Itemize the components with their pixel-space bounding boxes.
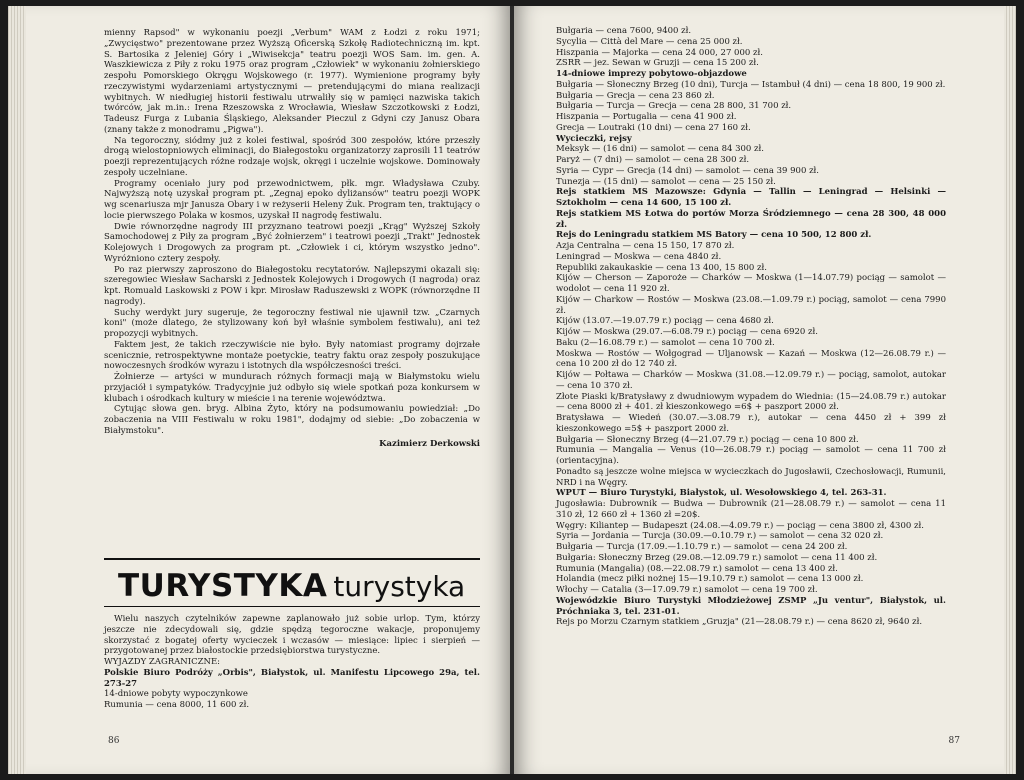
offer-line: Tunezja — (15 dni) — samolot — cena — 25 150 zł. — [556, 176, 776, 187]
section-title-lower: turystyka — [333, 570, 466, 603]
offer-line: Bułgaria — Turcja (17.09.—1.10.79 r.) — samolot — cena 24 200 zł. — [556, 542, 848, 552]
intro-paragraph: Wielu naszych czytelników zapewne zaplanowało już sobie urlop. Tym, którzy jeszcze nie zdecydowali się, gdzie spędzą tegoroczne wakacje, proponujemy skorzystać z bogatej oferty wycieczek i wczasów — miesiące: lipiec i sierpień — przygotowanej przez białostockie przedsiębiorstwa turystyczne. — [104, 614, 480, 657]
page-edges-left — [8, 6, 26, 774]
page-edges-right — [1004, 6, 1016, 774]
right-page — [514, 6, 1016, 774]
offer-line: Bratysława — Wiedeń (30.07.—3.08.79 r.), autokar — cena 4450 zł + 399 zł kieszonkowego =5$ + paszport 2000 zł. — [556, 413, 946, 434]
offer-line: Hiszpania — Majorka — cena 24 000, 27 000 zł. — [556, 47, 763, 58]
offer-line: Syria — Cypr — Grecja (14 dni) — samolot — cena 39 900 zł. — [556, 165, 820, 176]
article-paragraph: Faktem jest, że takich rzeczywiście nie było. Były natomiast programy dojrzałe scenicznie, retrospektywne montaże poetyckie, teatry faktu oraz zespoły poszukujące nowoczesnych środków wyrazu i istotnych dla współczesności treści. — [104, 339, 480, 372]
offer-line: Grecja — Loutraki (10 dni) — cena 27 160 zł. — [556, 122, 751, 133]
offers-list — [556, 26, 946, 628]
offer-line: Rumunia (Mangalia) (08.—22.08.79 r.) samolot — cena 13 400 zł. — [556, 563, 838, 574]
offer-line: Moskwa — Rostów — Wołgograd — Uljanowsk — Kazań — Moskwa (12—26.08.79 r.) — cena 10 200 zł do 12 740 zł. — [556, 348, 946, 370]
article-paragraph: Żołnierze — artyści w mundurach różnych formacji mają w Białymstoku wielu przyjaciół i sympatyków. Tradycyjnie już odbyło się wiele spotkań poza konkursem w klubach i ośrodkach kultury w mieście i na terenie województwa. — [104, 372, 480, 404]
stays-heading: 14-dniowe pobyty wypoczynkowe — [104, 689, 248, 700]
article-paragraph: Po raz pierwszy zaproszono do Białegostoku recytatorów. Najlepszymi okazali się: szeregowiec Wiesław Sacharski z Jednostek Kolejowych i Drogowych (I nagroda) oraz kpt. Romuald Laskowski z POW i kpr. Mirosław Raduszewski z WOPK (równorzędne II nagrody). — [104, 264, 480, 307]
offer-line: Złote Piaski k/Bratysławy z dwudniowym wypadem do Wiednia: (15—24.08.79 r.) autokar — cena 8000 zł + 401. zł kieszonkowego =6$ + paszport 2000 zł. — [556, 391, 946, 413]
offer-line: Sycylia — Città del Mare — cena 25 000 zł. — [556, 36, 743, 47]
tourism-intro — [104, 614, 480, 711]
offer-line: Rumunia — Mangalia — Venus (10—26.08.79 r.) pociąg — samolot — cena 11 700 zł (orientacyjna). — [556, 445, 946, 466]
offer-line: Kijów — Charkow — Rostów — Moskwa (23.08.—1.09.79 r.) pociąg, samolot — cena 7990 zł. — [556, 294, 946, 316]
left-page — [8, 6, 510, 774]
offer-line: Włochy — Catalia (3—17.09.79 r.) samolot — cena 19 700 zł. — [556, 585, 818, 595]
offer-line: Kijów — Cherson — Zaporoże — Charków — Moskwa (1—14.07.79) pociąg — samolot — wodolot — cena 11 920 zł. — [556, 273, 946, 294]
article-paragraph: Na tegoroczny, siódmy już z kolei festiwal, spośród 300 zespołów, które przeszły drogą wielostopniowych eliminacji, do Białegostoku organizatorzy zaprosili 11 teatrów poezji reprezentujących różne rodzaje wojsk, okręgi i uczelnie wojskowe. Dominowały zespoły uczelniane. — [104, 135, 480, 178]
offer-line: 14-dniowe imprezy pobytowo-objazdowe — [556, 69, 747, 79]
offer-line: WPUT — Biuro Turystyki, Białystok, ul. Wesołowskiego 4, tel. 263-31. — [556, 488, 887, 499]
offer-line: Azja Centralna — cena 15 150, 17 870 zł. — [556, 241, 735, 251]
offer-line: Syria — Jordania — Turcja (30.09.—0.10.79 r.) — samolot — cena 32 020 zł. — [556, 531, 884, 542]
offer-line: Ponadto są jeszcze wolne miejsca w wycieczkach do Jugosławii, Czechosłowacji, Rumunii, NRD i na Węgry. — [556, 466, 946, 488]
article-text — [104, 28, 480, 458]
offer-line: Bułgaria — Słoneczny Brzeg (10 dni), Turcja — Istambuł (4 dni) — cena 18 800, 19 900 zł. — [556, 79, 946, 90]
article-paragraph: Dwie równorzędne nagrody III przyznano teatrowi poezji „Krąg" Wyższej Szkoły Samochodowej z Piły za program „Być żołnierzem" i teatrowi poezji „Trakt" Jednostek Kolejowych i Drogowych za program pt. „Człowiek i ci, którym wszystko jedno". Wyróżniono cztery zespoły. — [104, 221, 480, 264]
section-title-caps: TURYSTYKA — [118, 568, 328, 604]
offer-line: Kijów — Moskwa (29.07.—6.08.79 r.) pociąg — cena 6920 zł. — [556, 327, 818, 337]
offer-line: Rejs do Leningradu statkiem MS Batory — cena 10 500, 12 800 zł. — [556, 230, 872, 241]
offer-line: Holandia (mecz piłki nożnej 15—19.10.79 r.) samolot — cena 13 000 zł. — [556, 574, 864, 585]
offer-line: Paryż — (7 dni) — samolot — cena 28 300 zł. — [556, 155, 750, 165]
offer-line: Hiszpania — Portugalia — cena 41 900 zł. — [556, 112, 737, 122]
article-paragraph: Suchy werdykt jury sugeruje, że tegoroczny festiwal nie ujawnił tzw. „Czarnych koni" (może dlatego, że stylizowany koń był właśnie symbolem festiwalu), ani też propozycji wybitnych. — [104, 307, 480, 339]
offer-line: Bułgaria — cena 7600, 9400 zł. — [556, 26, 692, 36]
offer-line: Republiki zakaukaskie — cena 13 400, 15 800 zł. — [556, 262, 767, 273]
page-number-right: 87 — [948, 736, 960, 746]
offer-line: Bułgaria: Słoneczny Brzeg (29.08.—12.09.79 r.) samolot — cena 11 400 zł. — [556, 552, 878, 563]
article-paragraph: Cytując słowa gen. bryg. Albina Żyto, który na podsumowaniu powiedział: „Do zobaczenia na VIII Festiwalu w roku 1981", dodajmy od siebie: „Do zobaczenia w Białymstoku". — [104, 404, 480, 436]
offer-line: Rejs statkiem MS Łotwa do portów Morza Śródziemnego — cena 28 300, 48 000 zł. — [556, 208, 946, 230]
author-signature: Kazimierz Derkowski — [379, 438, 480, 449]
offer-line: Bułgaria — Turcja — Grecja — cena 28 800, 31 700 zł. — [556, 101, 792, 112]
offer-line: Meksyk — (16 dni) — samolot — cena 84 300 zł. — [556, 144, 764, 155]
offer-line: Rejs statkiem MS Mazowsze: Gdynia — Tallin — Leningrad — Helsinki — Sztokholm — cena 14 600, 15 100 zł. — [556, 187, 946, 208]
open-book — [8, 6, 1016, 774]
offer-line: Wycieczki, rejsy — [556, 133, 632, 144]
offer-line: Bułgaria — Słoneczny Brzeg (4—21.07.79 r.) pociąg — cena 10 800 zł. — [556, 434, 859, 445]
stays-first-line: Rumunia — cena 8000, 11 600 zł. — [104, 700, 250, 710]
offer-line: Rejs po Morzu Czarnym statkiem „Gruzja" (21—28.08.79 r.) — cena 8620 zł, 9640 zł. — [556, 617, 923, 628]
offer-line: Kijów (13.07.—19.07.79 r.) pociąg — cena 4680 zł. — [556, 316, 774, 327]
offer-line: Baku (2—16.08.79 r.) — samolot — cena 10 700 zł. — [556, 337, 775, 348]
section-rule-top — [104, 558, 480, 560]
offer-line: Jugosławia: Dubrownik — Budwa — Dubrownik (21—28.08.79 r.) — samolot — cena 11 310 zł, 12 660 zł + 1360 zł =20$. — [556, 499, 946, 520]
offer-line: Kijów — Połtawa — Charków — Moskwa (31.08.—12.09.79 r.) — pociąg, samolot, autokar — cena 10 370 zł. — [556, 370, 946, 391]
offer-line: Wojewódzkie Biuro Turystyki Młodzieżowej ZSMP „Ju ventur", Białystok, ul. Próchniaka 3, tel. 231-01. — [556, 595, 946, 617]
page-number-left: 86 — [108, 736, 120, 746]
orbis-line: Polskie Biuro Podróży „Orbis", Białystok, ul. Manifestu Lipcowego 29a, tel. 273-27 — [104, 667, 480, 689]
offer-line: Leningrad — Moskwa — cena 4840 zł. — [556, 251, 722, 262]
offer-line: Węgry: Kiliantep — Budapeszt (24.08.—4.09.79 r.) — pociąg — cena 3800 zł, 4300 zł. — [556, 520, 924, 531]
section-rule-bottom — [104, 606, 480, 607]
article-paragraph: Programy oceniało jury pod przewodnictwem, płk. mgr. Władysława Czuby. Najwyższą notę uzyskał program pt. „Zegnaj epoko dyliżansów" teatru poezji WOPK wg scenariusza mjr Janusza Obary i w reżyserii Heleny Żuk. Program ten, traktujący o locie pierwszego Polaka w kosmos, uzyskał II nagrodę festiwalu. — [104, 178, 480, 221]
section-title — [118, 568, 478, 604]
offer-line: Bułgaria — Grecja — cena 23 860 zł. — [556, 90, 715, 101]
offer-line: ZSRR — jez. Sewan w Gruzji — cena 15 200 zł. — [556, 58, 759, 69]
article-paragraph: mienny Rapsod" w wykonaniu poezji „Verbum" WAM z Łodzi z roku 1971; „Zwycięstwo" prezentowane przez Wyższą Oficerską Szkołę Radiotechniczną im. kpt. S. Bartosika z Jeleniej Góry i „Wiwisekcja" teatru poezji WOS Sam. im. gen. A. Waszkiewicza z Piły z roku 1975 oraz program „Człowiek" w wykonaniu żołnierskiego zespołu Pomorskiego Okręgu Wojskowego (r. 1977). Wymienione programy były rzeczywistymi wydarzeniami artystycznymi — pretendującymi do miana realizacji wybitnych. W niedługiej historii festiwalu utrwaliły się w pamięci nazwiska takich twórców, jak m.in.: Irena Rzeszowska z Wrocławia, Wiesław Szczotkowski z Łodzi, Tadeusz Furga z Lubania Śląskiego, Aleksander Pieczul z Gdyni czy Janusz Obara (znany także z monodramu „Pigwa"). — [104, 28, 480, 135]
subhead: WYJAZDY ZAGRANICZNE: — [104, 657, 221, 667]
